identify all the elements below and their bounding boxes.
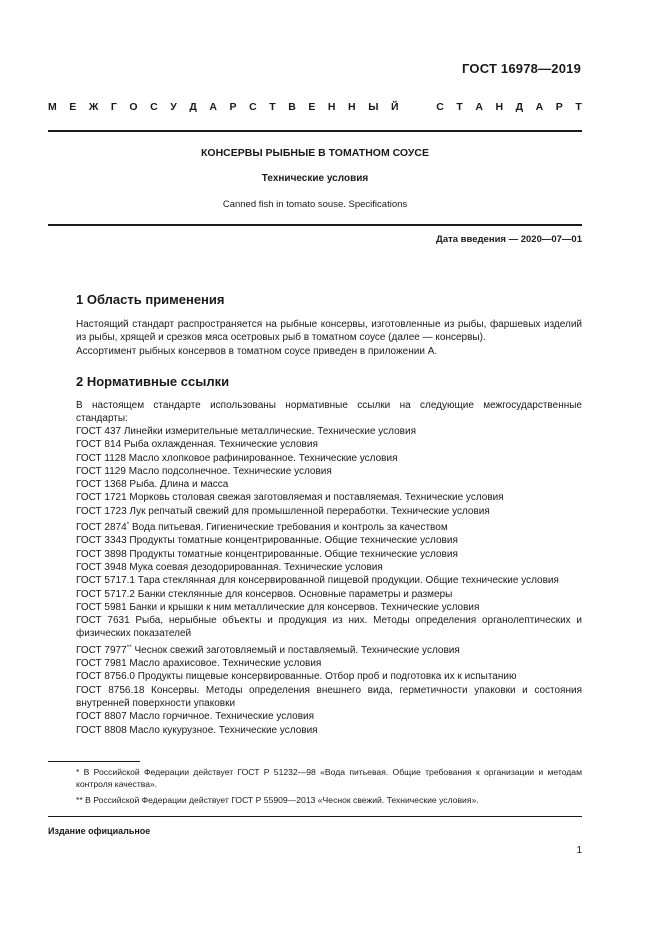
footnote-separator [48, 761, 140, 762]
reference-text: ГОСТ 8756.0 Продукты пищевые консервированные. Отбор проб и подготовка их к испытанию [76, 671, 517, 683]
interstate-letter: Ы [368, 101, 379, 113]
introduction-date: Дата введения — 2020—07—01 [436, 234, 582, 245]
reference-text: ГОСТ 8756.18 Консервы. Методы определения внешнего вида, герметичности упаковки и состояния внутренней поверхности упаковки [76, 684, 582, 709]
interstate-letter: С [150, 101, 158, 113]
reference-text: ГОСТ 1368 Рыба. Длина и масса [76, 479, 229, 491]
interstate-letter: С [249, 101, 257, 113]
reference-text: ГОСТ 7981 Масло арахисовое. Технические условия [76, 658, 322, 670]
normative-references-list [48, 425, 582, 737]
normative-reference [48, 534, 582, 547]
reference-text: ГОСТ 3898 Продукты томатные концентрированные. Общие технические условия [76, 548, 458, 560]
normative-reference [48, 641, 582, 657]
reference-text: ГОСТ 2874 [76, 522, 127, 534]
interstate-letter: Р [229, 101, 237, 113]
interstate-letter: Д [515, 101, 524, 113]
normative-reference [48, 724, 582, 737]
interstate-letter: А [535, 101, 544, 113]
interstate-letter: Н [327, 101, 336, 113]
interstate-letter: О [129, 101, 138, 113]
section-2-heading: 2 Нормативные ссылки [76, 374, 230, 389]
section-1-paragraph: Ассортимент рыбных консервов в томатном соусе приведен в приложении А. [76, 345, 438, 357]
interstate-letter: Т [269, 101, 276, 113]
normative-reference [48, 478, 582, 491]
interstate-letter: А [475, 101, 483, 113]
reference-text-rest: Чеснок свежий заготовляемый и поставляемый. Технические условия [131, 644, 460, 656]
normative-reference [48, 710, 582, 723]
normative-reference [48, 588, 582, 601]
footnotes [48, 766, 582, 806]
interstate-letter: Т [456, 101, 463, 113]
document-title: КОНСЕРВЫ РЫБНЫЕ В ТОМАТНОМ СОУСЕ [201, 147, 429, 159]
document-title-english: Canned fish in tomato souse. Specifications [222, 199, 408, 210]
footnote: ** В Российской Федерации действует ГОСТ Р 55909—2013 «Чеснок свежий. Технические условия». [76, 795, 479, 805]
reference-text: ГОСТ 1721 Морковь столовая свежая заготовляемая и поставляемая. Технические условия [76, 492, 504, 504]
interstate-letter: Т [575, 101, 582, 113]
normative-reference [48, 438, 582, 451]
footnote: * В Российской Федерации действует ГОСТ Р 51232—98 «Вода питьевая. Общие требования к организации и методам контроля качества». [76, 767, 582, 789]
interstate-letter: Н [495, 101, 504, 113]
interstate-letter: В [288, 101, 296, 113]
reference-text: ГОСТ 1128 Масло хлопковое рафинированное. Технические условия [76, 452, 398, 464]
section-2-intro [48, 399, 582, 426]
normative-reference [48, 465, 582, 478]
interstate-standard-heading [48, 101, 582, 113]
header-rule [48, 130, 582, 132]
reference-text: ГОСТ 814 Рыба охлажденная. Технические условия [76, 439, 318, 451]
interstate-letter: Р [555, 101, 563, 113]
reference-text: ГОСТ 3343 Продукты томатные концентрированные. Общие технические условия [76, 535, 458, 547]
reference-text: ГОСТ 7631 Рыба, нерыбные объекты и продукция из них. Методы определения органолептических и физических показателей [76, 615, 582, 640]
reference-text: ГОСТ 1129 Масло подсолнечное. Технические условия [76, 465, 332, 477]
document-subtitle: Технические условия [261, 173, 369, 184]
normative-reference [48, 574, 582, 587]
normative-reference [48, 601, 582, 614]
reference-text: ГОСТ 5981 Банки и крышки к ним металлические для консервов. Технические условия [76, 601, 480, 613]
title-rule [48, 224, 582, 226]
reference-text: ГОСТ 5717.1 Тара стеклянная для консервированной пищевой продукции. Общие технические условия [76, 575, 559, 587]
interstate-letter: Е [69, 101, 77, 113]
page-number: 1 [576, 845, 582, 856]
interstate-letter: Н [348, 101, 356, 113]
footnote-marker: ** [126, 643, 132, 651]
reference-text: ГОСТ 5717.2 Банки стеклянные для консервов. Основные параметры и размеры [76, 588, 453, 600]
footer-rule [48, 816, 582, 817]
interstate-letter: А [209, 101, 217, 113]
normative-reference [48, 518, 582, 534]
normative-reference [48, 614, 582, 641]
normative-reference [48, 670, 582, 683]
official-edition-label: Издание официальное [48, 826, 151, 836]
interstate-letter: Ж [88, 101, 99, 113]
reference-text-rest: Вода питьевая. Гигиенические требования и контроль за качеством [129, 522, 448, 534]
normative-reference [48, 548, 582, 561]
interstate-letter: У [170, 101, 177, 113]
interstate-letter: Д [189, 101, 197, 113]
normative-reference [48, 491, 582, 504]
section-1-paragraph: Настоящий стандарт распространяется на рыбные консервы, изготовленные из рыбы, фаршевых изделий из рыбы, хрящей и срезков мяса осетровых рыб в томатном соусе (далее — консервы). [76, 319, 582, 344]
reference-text: ГОСТ 7977 [76, 644, 127, 656]
reference-text: ГОСТ 3948 Мука соевая дезодорированная. Технические условия [76, 561, 383, 573]
section-1-body [48, 318, 582, 358]
reference-text: ГОСТ 8808 Масло кукурузное. Технические условия [76, 724, 318, 736]
reference-text: ГОСТ 437 Линейки измерительные металлические. Технические условия [76, 426, 416, 437]
normative-reference [48, 684, 582, 711]
section-2-intro-text: В настоящем стандарте использованы нормативные ссылки на следующие межгосударственные стандарты: [76, 400, 582, 425]
normative-reference [48, 425, 582, 438]
footnote-marker: * [126, 521, 130, 529]
normative-reference [48, 505, 582, 518]
interstate-letter: Г [110, 101, 117, 113]
normative-reference [48, 561, 582, 574]
normative-reference [48, 452, 582, 465]
interstate-letter: С [436, 101, 444, 113]
normative-reference [48, 657, 582, 670]
document-code: ГОСТ 16978—2019 [462, 61, 581, 76]
interstate-letter: Е [308, 101, 316, 113]
interstate-letter: М [48, 101, 57, 113]
reference-text: ГОСТ 8807 Масло горчичное. Технические условия [76, 711, 315, 723]
reference-text: ГОСТ 1723 Лук репчатый свежий для промышленной переработки. Технические условия [76, 505, 490, 517]
interstate-letter: Й [391, 101, 399, 113]
section-1-heading: 1 Область применения [76, 292, 225, 307]
